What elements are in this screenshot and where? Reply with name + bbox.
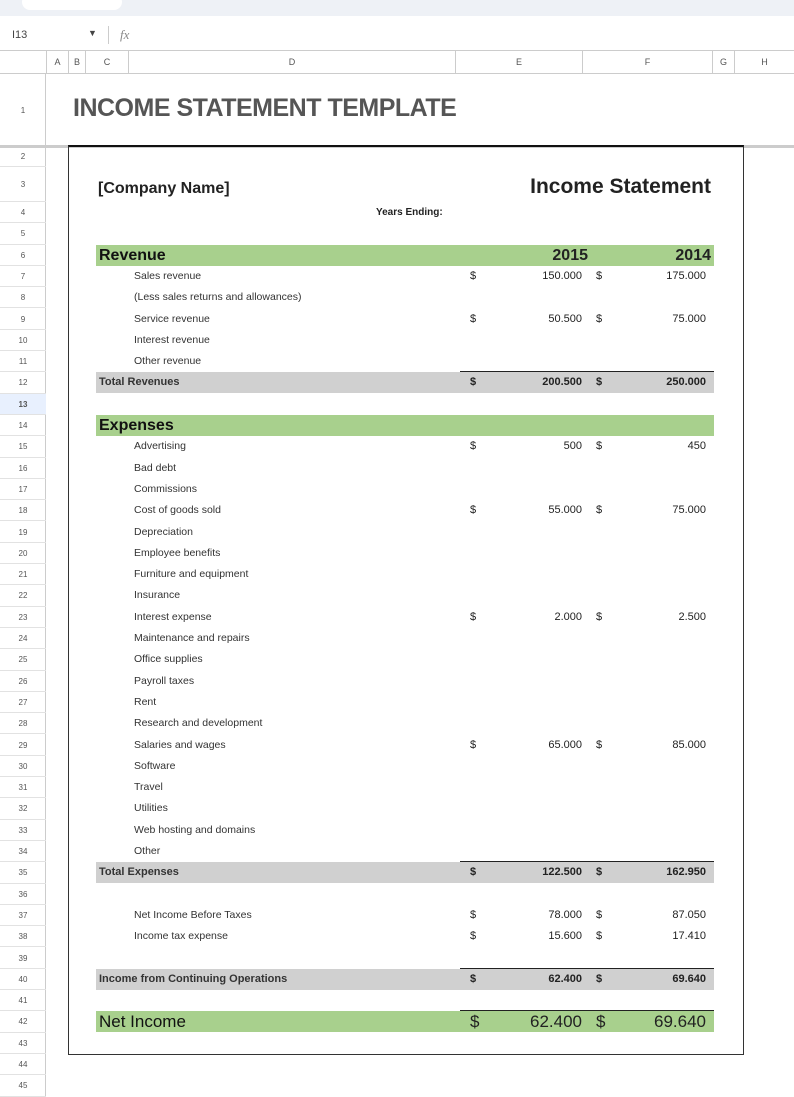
row-label[interactable]: Interest expense: [134, 610, 212, 623]
row-header-15[interactable]: 15: [0, 436, 46, 457]
statement-row: [96, 500, 714, 521]
currency-symbol[interactable]: $: [596, 610, 603, 623]
value-2014[interactable]: 87.050: [672, 908, 706, 921]
currency-symbol[interactable]: $: [596, 972, 603, 985]
row-header-12[interactable]: 12: [0, 372, 46, 393]
currency-symbol[interactable]: $: [596, 1012, 606, 1032]
row-label[interactable]: Maintenance and repairs: [134, 632, 250, 644]
row-header-33[interactable]: 33: [0, 820, 46, 841]
row-label[interactable]: Commissions: [134, 482, 198, 495]
statement-row: [96, 628, 714, 649]
statement-row: [96, 309, 714, 330]
row-header-1[interactable]: 1: [0, 74, 46, 147]
currency-symbol[interactable]: $: [596, 930, 603, 943]
currency-symbol[interactable]: $: [470, 440, 477, 453]
currency-symbol[interactable]: $: [470, 1012, 480, 1032]
statement-row: [96, 436, 714, 457]
row-header-42[interactable]: 42: [0, 1011, 46, 1032]
column-header-D[interactable]: D: [128, 51, 455, 73]
name-box[interactable]: I13: [12, 29, 28, 41]
row-label[interactable]: Office supplies: [134, 653, 203, 666]
row-headers: [0, 74, 46, 1096]
row-header-37[interactable]: 37: [0, 905, 46, 926]
value-2015[interactable]: 200.500: [542, 376, 582, 389]
row-label[interactable]: Other revenue: [134, 355, 202, 368]
row-label[interactable]: Income tax expense: [134, 930, 228, 943]
row-label[interactable]: Service revenue: [134, 312, 210, 325]
statement-row: [96, 245, 714, 266]
row-header-18[interactable]: 18: [0, 500, 46, 521]
currency-symbol[interactable]: $: [470, 376, 477, 389]
statement-row: [96, 564, 714, 585]
value-2015[interactable]: 62.400: [548, 972, 582, 985]
statement-row: [96, 926, 714, 947]
row-header-16[interactable]: 16: [0, 458, 46, 479]
statement-row: [96, 522, 714, 543]
currency-symbol[interactable]: $: [596, 866, 603, 879]
column-header-C[interactable]: C: [85, 51, 128, 73]
row-header-2[interactable]: 2: [0, 147, 46, 167]
row-header-38[interactable]: 38: [0, 926, 46, 947]
row-header-5[interactable]: 5: [0, 223, 46, 244]
row-header-24[interactable]: 24: [0, 628, 46, 649]
row-label[interactable]: Advertising: [134, 440, 186, 453]
row-label[interactable]: Rent: [134, 695, 157, 708]
value-2015[interactable]: 62.400: [530, 1012, 582, 1032]
statement-row: [96, 372, 714, 393]
statement-row: [96, 458, 714, 479]
statement-row: [96, 607, 714, 628]
currency-symbol[interactable]: $: [470, 972, 477, 985]
row-label[interactable]: Total Revenues: [99, 376, 180, 389]
row-label[interactable]: Sales revenue: [134, 269, 202, 282]
row-header-27[interactable]: 27: [0, 692, 46, 713]
statement-row: [96, 415, 714, 436]
total-border: [460, 861, 714, 862]
row-header-36[interactable]: 36: [0, 884, 46, 905]
statement-row: [96, 841, 714, 862]
row-header-41[interactable]: 41: [0, 990, 46, 1011]
total-border: [460, 968, 714, 969]
statement-row: [96, 692, 714, 713]
row-header-28[interactable]: 28: [0, 713, 46, 734]
statement-row: [96, 735, 714, 756]
value-2015[interactable]: 55.000: [548, 504, 582, 517]
row-header-44[interactable]: 44: [0, 1054, 46, 1075]
row-header-10[interactable]: 10: [0, 330, 46, 351]
currency-symbol[interactable]: $: [596, 376, 603, 389]
column-header-H[interactable]: H: [734, 51, 794, 73]
row-label[interactable]: Travel: [134, 781, 163, 794]
toolbar-pill: [22, 0, 122, 10]
row-label[interactable]: Furniture and equipment: [134, 568, 249, 581]
row-header-20[interactable]: 20: [0, 543, 46, 564]
row-header-9[interactable]: 9: [0, 309, 46, 330]
value-2014[interactable]: 85.000: [672, 738, 706, 751]
statement-row: [96, 820, 714, 841]
value-2015[interactable]: 78.000: [548, 908, 582, 921]
row-header-3[interactable]: 3: [0, 167, 46, 202]
statement-row: [96, 351, 714, 372]
row-label[interactable]: Salaries and wages: [134, 738, 226, 751]
row-label[interactable]: Revenue: [99, 246, 166, 264]
statement-row: [96, 671, 714, 692]
statement-row: [96, 266, 714, 287]
currency-symbol[interactable]: $: [470, 866, 477, 879]
currency-symbol[interactable]: $: [470, 504, 477, 517]
row-header-31[interactable]: 31: [0, 777, 46, 798]
row-header-26[interactable]: 26: [0, 671, 46, 692]
row-header-29[interactable]: 29: [0, 735, 46, 756]
row-label[interactable]: Net Income Before Taxes: [134, 908, 252, 921]
column-header-E[interactable]: E: [455, 51, 582, 73]
currency-symbol[interactable]: $: [470, 312, 477, 325]
value-2014[interactable]: 250.000: [666, 376, 706, 389]
row-header-22[interactable]: 22: [0, 585, 46, 606]
statement-row: [96, 479, 714, 500]
statement-row: [96, 969, 714, 990]
browser-toolbar: [0, 0, 794, 16]
value-2015[interactable]: 15.600: [548, 930, 582, 943]
currency-symbol[interactable]: $: [596, 440, 603, 453]
statement-row: [96, 777, 714, 798]
total-border: [460, 371, 714, 372]
row-header-23[interactable]: 23: [0, 607, 46, 628]
value-2015[interactable]: 122.500: [542, 866, 582, 879]
currency-symbol[interactable]: $: [596, 269, 603, 282]
year-2014-header[interactable]: 2014: [675, 246, 711, 264]
row-label[interactable]: Depreciation: [134, 525, 193, 538]
sheet-title: INCOME STATEMENT TEMPLATE: [73, 94, 457, 122]
value-2014[interactable]: 69.640: [672, 972, 706, 985]
value-2014[interactable]: 2.500: [678, 610, 706, 623]
years-ending-label: Years Ending:: [376, 207, 443, 218]
value-2014[interactable]: 69.640: [654, 1012, 706, 1032]
column-header-B[interactable]: B: [68, 51, 85, 73]
row-header-45[interactable]: 45: [0, 1075, 46, 1096]
row-label[interactable]: Total Expenses: [99, 866, 179, 879]
row-label[interactable]: Web hosting and domains: [134, 823, 256, 836]
statement-row: [96, 1011, 714, 1032]
row-label[interactable]: Cost of goods sold: [134, 504, 221, 517]
statement-row: [96, 330, 714, 351]
column-header-A[interactable]: A: [46, 51, 68, 73]
row-header-35[interactable]: 35: [0, 862, 46, 883]
column-header-G[interactable]: G: [712, 51, 734, 73]
currency-symbol[interactable]: $: [470, 610, 477, 623]
row-header-30[interactable]: 30: [0, 756, 46, 777]
row-label[interactable]: Other: [134, 845, 161, 857]
currency-symbol[interactable]: $: [596, 908, 603, 921]
currency-symbol[interactable]: $: [596, 738, 603, 751]
currency-symbol[interactable]: $: [470, 738, 477, 751]
row-header-13[interactable]: 13: [0, 394, 46, 415]
statement-row: [96, 798, 714, 819]
row-label[interactable]: Research and development: [134, 717, 263, 730]
value-2015[interactable]: 150.000: [542, 269, 582, 282]
row-label[interactable]: Interest revenue: [134, 333, 210, 346]
row-header-32[interactable]: 32: [0, 798, 46, 819]
row-label[interactable]: Payroll taxes: [134, 674, 195, 687]
row-label[interactable]: Utilities: [134, 802, 168, 815]
statement-row: [96, 543, 714, 564]
row-label[interactable]: Software: [134, 759, 176, 772]
column-headers: [0, 50, 794, 74]
row-header-11[interactable]: 11: [0, 351, 46, 372]
statement-row: [96, 649, 714, 670]
row-header-7[interactable]: 7: [0, 266, 46, 287]
value-2014[interactable]: 162.950: [666, 866, 706, 879]
row-header-40[interactable]: 40: [0, 969, 46, 990]
value-2014[interactable]: 75.000: [672, 312, 706, 325]
value-2015[interactable]: 500: [563, 440, 582, 453]
row-label[interactable]: Employee benefits: [134, 546, 221, 559]
row-label[interactable]: Bad debt: [134, 461, 177, 474]
year-2015-header[interactable]: 2015: [552, 246, 588, 264]
company-name[interactable]: [Company Name]: [98, 180, 230, 197]
currency-symbol[interactable]: $: [470, 908, 477, 921]
row-label[interactable]: Expenses: [99, 417, 174, 434]
value-2014[interactable]: 450: [687, 440, 706, 453]
currency-symbol[interactable]: $: [470, 269, 477, 282]
divider: [108, 26, 109, 44]
row-label[interactable]: Income from Continuing Operations: [99, 972, 288, 985]
row-header-39[interactable]: 39: [0, 948, 46, 969]
row-header-8[interactable]: 8: [0, 287, 46, 308]
formula-bar: [0, 22, 794, 50]
statement-row: [96, 287, 714, 308]
name-box-dropdown-icon[interactable]: ▼: [88, 28, 97, 38]
row-header-21[interactable]: 21: [0, 564, 46, 585]
fx-icon: fx: [120, 27, 130, 42]
statement-row: [96, 905, 714, 926]
row-header-25[interactable]: 25: [0, 649, 46, 670]
row-header-43[interactable]: 43: [0, 1033, 46, 1054]
row-header-34[interactable]: 34: [0, 841, 46, 862]
statement-row: [96, 756, 714, 777]
column-header-F[interactable]: F: [582, 51, 712, 73]
statement-row: [96, 585, 714, 606]
row-header-4[interactable]: 4: [0, 202, 46, 223]
row-header-6[interactable]: 6: [0, 245, 46, 266]
statement-heading: Income Statement: [530, 175, 711, 198]
row-header-19[interactable]: 19: [0, 522, 46, 543]
row-header-14[interactable]: 14: [0, 415, 46, 436]
row-label[interactable]: Insurance: [134, 589, 181, 602]
value-2015[interactable]: 50.500: [548, 312, 582, 325]
value-2014[interactable]: 175.000: [666, 269, 706, 282]
row-header-17[interactable]: 17: [0, 479, 46, 500]
currency-symbol[interactable]: $: [470, 930, 477, 943]
total-border: [460, 1010, 714, 1011]
value-2014[interactable]: 17.410: [672, 930, 706, 943]
row-label[interactable]: Net Income: [99, 1012, 186, 1032]
value-2015[interactable]: 2.000: [554, 610, 582, 623]
statement-row: [96, 713, 714, 734]
statement-row: [96, 862, 714, 883]
value-2015[interactable]: 65.000: [548, 738, 582, 751]
currency-symbol[interactable]: $: [596, 504, 603, 517]
value-2014[interactable]: 75.000: [672, 504, 706, 517]
currency-symbol[interactable]: $: [596, 312, 603, 325]
row-label[interactable]: (Less sales returns and allowances): [134, 291, 302, 304]
